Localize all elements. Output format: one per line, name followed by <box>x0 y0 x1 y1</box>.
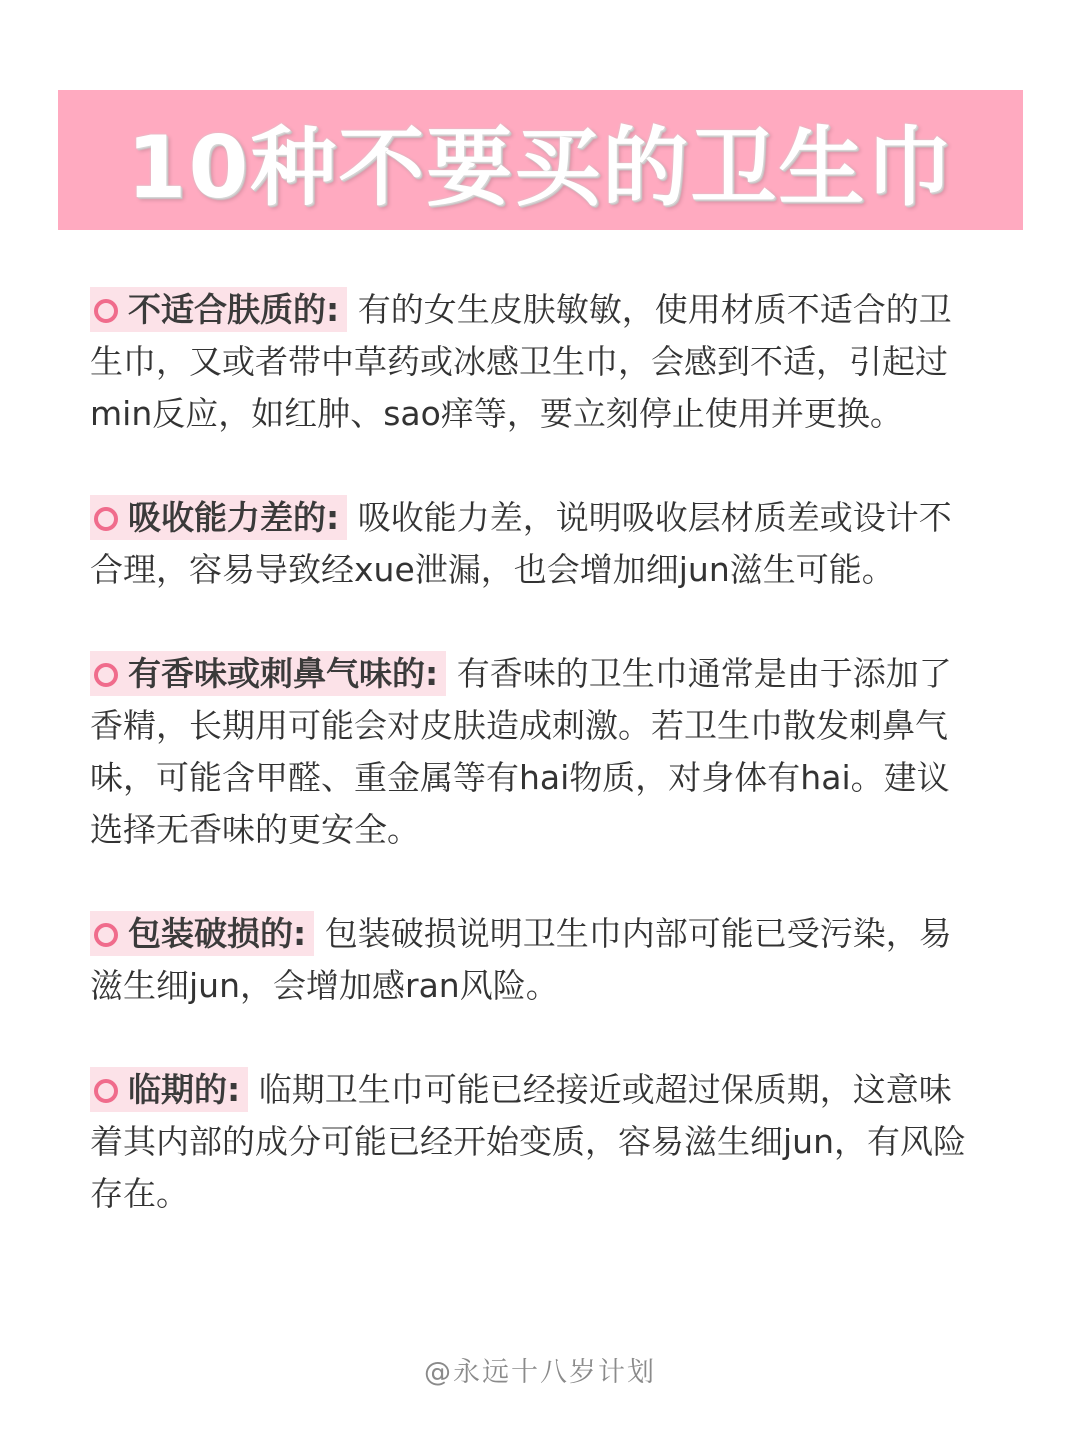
circle-icon <box>94 923 118 947</box>
section-heading <box>90 1067 248 1112</box>
author-watermark: @永远十八岁计划 <box>424 1357 656 1388</box>
section-body: 有香味的卫生巾通常是由于添加了香精，长期用可能会对皮肤造成刺激。若卫生巾散发刺鼻气味，可能含甲醛、重金属等有hai物质，对身体有hai。建议选择无香味的更安全。 <box>90 654 952 849</box>
section-heading-text: 不适合肤质的: <box>128 290 340 329</box>
content-list <box>90 284 975 1272</box>
section-heading-text: 包装破损的: <box>128 914 307 953</box>
section-heading <box>90 911 314 956</box>
circle-icon <box>94 663 118 687</box>
section-body: 吸收能力差，说明吸收层材质差或设计不合理，容易导致经xue泄漏，也会增加细jun滋生可能。 <box>90 498 952 589</box>
section-absorbency <box>90 492 975 596</box>
section-heading <box>90 651 446 696</box>
section-heading <box>90 287 347 332</box>
section-body: 包装破损说明卫生巾内部可能已受污染，易滋生细jun，会增加感ran风险。 <box>90 914 952 1005</box>
circle-icon <box>94 299 118 323</box>
section-body: 临期卫生巾可能已经接近或超过保质期，这意味着其内部的成分可能已经开始变质，容易滋生细jun，有风险存在。 <box>90 1070 966 1213</box>
section-heading-text: 有香味或刺鼻气味的: <box>128 654 439 693</box>
section-fragrance <box>90 648 975 856</box>
section-damaged-packaging <box>90 908 975 1012</box>
section-heading-text: 临期的: <box>128 1070 241 1109</box>
section-skin-type <box>90 284 975 440</box>
section-near-expiry <box>90 1064 975 1220</box>
title-banner <box>58 90 1023 230</box>
circle-icon <box>94 1079 118 1103</box>
section-body: 有的女生皮肤敏敏，使用材质不适合的卫生巾，又或者带中草药或冰感卫生巾，会感到不适，引起过min反应，如红肿、sao痒等，要立刻停止使用并更换。 <box>90 290 952 433</box>
page-title: 10种不要买的卫生巾 <box>126 118 955 218</box>
section-heading <box>90 495 347 540</box>
circle-icon <box>94 507 118 531</box>
section-heading-text: 吸收能力差的: <box>128 498 340 537</box>
